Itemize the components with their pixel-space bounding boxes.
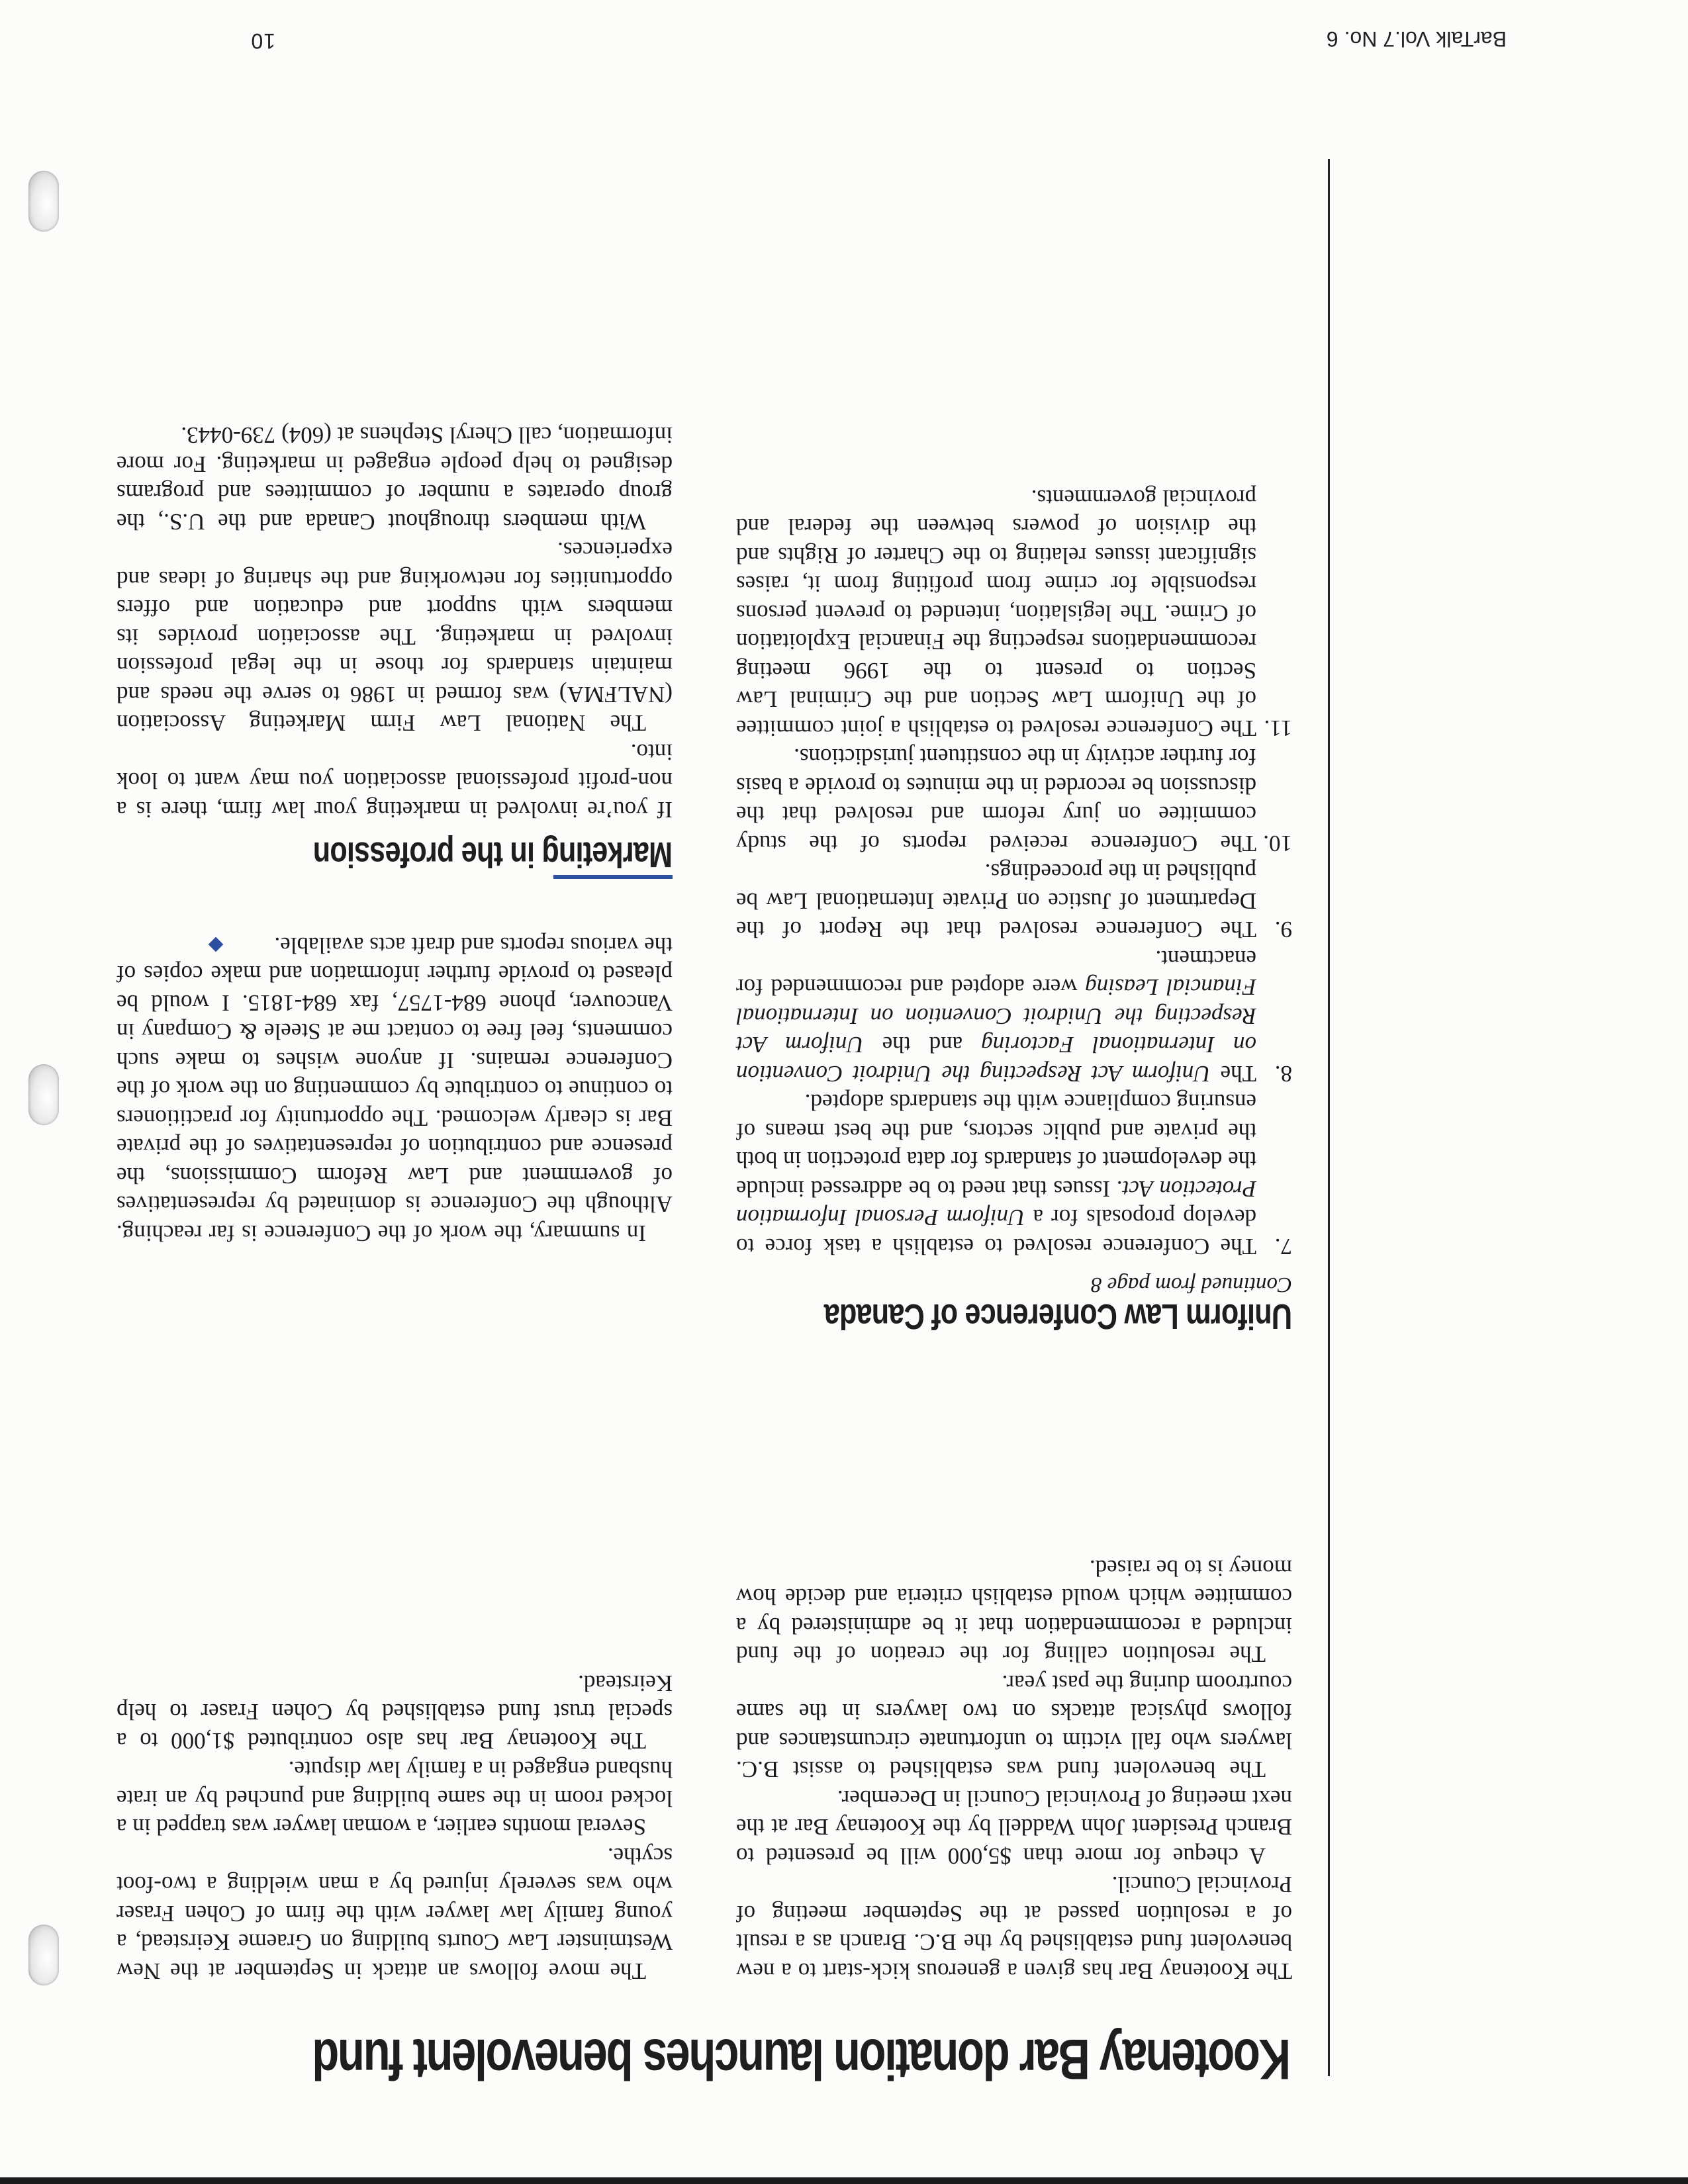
marketing-paragraph: If you’re involved in marketing your law firm, there is a non-profit professional association you may want to look into. (117, 739, 673, 823)
publication-name: BarTalk Vol.7 No. 6 (1326, 27, 1507, 51)
kootenay-column-left (736, 1554, 1292, 1986)
ulc-list (736, 484, 1292, 1261)
end-mark-icon (209, 937, 224, 952)
list-item: 10. The Conference received reports of the study committee on jury reform and resolved that the discussion be recorded in the minutes to provide a basis for further activity in the constituent jurisdictions. (736, 744, 1292, 856)
kootenay-paragraph: The resolution calling for the creation of the fund included a recommendation that it be administered by a committee which would establish criteria and decide how money is to be raised. (736, 1555, 1292, 1668)
list-item: 7. The Conference resolved to establish a task force to develop proposals for a Uniform Personal Information Protection Act. Issues that need to be addressed include the development of standards for data protection in both the private and public sectors, and the best means of ensuring compliance with the standards adopted. (736, 1089, 1292, 1259)
kootenay-paragraph: The Kootenay Bar has also contributed $1,000 to a special trust fund established by Cohen Fraser to help Keirstead. (117, 1670, 673, 1754)
ulc-column-left (736, 484, 1292, 1336)
marketing-paragraph: The National Law Firm Marketing Association (NALFMA) was formed in 1986 to serve the needs and maintain standards for those in the legal profession involved in marketing. The association provides its members with support and education and offers opportunities for networking and the sharing of ideas and experiences. (117, 537, 673, 737)
kootenay-paragraph: A cheque for more than $5,000 will be presented to Branch President John Waddell by the Kootenay Bar at the next meeting of Provincial Council in December. (736, 1786, 1292, 1869)
kootenay-paragraph: Several months earlier, a woman lawyer was trapped in a locked room in the same building and punched by an irate husband engaged in a family law dispute. (117, 1756, 673, 1841)
punch-hole (28, 1925, 59, 1985)
kootenay-paragraph: The move follows an attack in September at the New Westminster Law Courts building on Graeme Keirstead, a young family law lawyer with the firm of Cohen Fraser who was severely injured by a man wielding a two-foot scythe. (117, 1843, 673, 1984)
scan-edge (0, 2177, 1688, 2184)
page-number: 10 (250, 29, 275, 53)
ulc-title: Uniform Law Conference of Canada (824, 1297, 1292, 1336)
ulc-summary: In summary, the work of the Conference is far reaching. Although the Conference is dominated by representatives of government and Law Reform Commissions, the presence and contribution of representatives of the private Bar is clearly welcomed. The opportunity for practitioners to continue to contribute by commenting on the work of the Conference remains. If anyone wishes to make such comments, feel free to contact me at Steele & Company in Vancouver, phone 684-1757, fax 684-1815. I would be pleased to provide further information and make copies of the various reports and draft acts available. (117, 933, 673, 1246)
kootenay-paragraph: The benevolent fund was established to assist B.C. lawyers who fall victim to unfortunate circumstances and follows physical attacks on two lawyers in the same courtroom during the past year. (736, 1670, 1292, 1783)
marketing-title: Marketing in the profession (313, 835, 673, 875)
continued-note: Continued from page 8 (1090, 1273, 1292, 1297)
list-item: 9. The Conference resolved that the Report of the Department of Justice on Private International Law be published in the proceedings. (736, 859, 1292, 943)
list-item: 8. The Uniform Act Respecting the Unidroit Convention on International Factoring and the Uniform Act Respecting the Unidroit Convention on International Financial Leasing were adopted and recommended for enactment. (736, 946, 1292, 1087)
section-accent-bar (553, 876, 673, 880)
ulc-column-right (117, 421, 673, 1248)
list-item: 11. The Conference resolved to establish a joint committee of the Uniform Law Section and the Criminal Law Section to present to the 1996 meeting recommendations respecting the Financial Exploitation of Crime. The legislation, intended to prevent persons responsible for crime from profiting from it, raises significant issues relating to the Charter of Rights and the division of powers between the federal and provincial governments. (736, 485, 1292, 741)
kootenay-column-right (117, 1669, 673, 1986)
kootenay-headline: Kootenay Bar donation launches benevolent fund (313, 2027, 1291, 2091)
marketing-paragraph: With members throughout Canada and the U.S., the group operates a number of committees and programs designed to help people engaged in marketing. For more information, call Cheryl Stephens at (604) 739-0443. (117, 422, 673, 535)
margin-rule (1328, 159, 1330, 2076)
punch-hole (28, 1064, 59, 1125)
marketing-section (117, 421, 673, 880)
punch-hole (28, 171, 59, 232)
kootenay-paragraph: The Kootenay Bar has given a generous kick-start to a new benevolent fund established by the B.C. Branch as a result of a resolution passed at the September meeting of Provincial Council. (736, 1872, 1292, 1984)
